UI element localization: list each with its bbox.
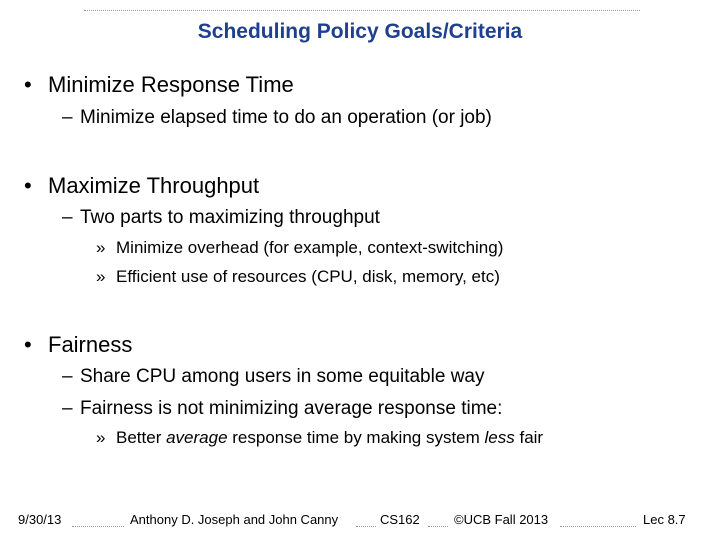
bullet-text: Minimize Response Time [48, 72, 294, 97]
bullet-minimize-response-time [24, 72, 294, 98]
bullet-text: Maximize Throughput [48, 173, 260, 198]
dash-icon: – [62, 207, 73, 228]
item-better-average [96, 428, 543, 448]
footer-dots [356, 526, 376, 527]
subbullet-elapsed-time [62, 107, 492, 129]
item-text: Minimize overhead (for example, context-switching) [116, 238, 504, 257]
subbullet-text: Minimize elapsed time to do an operation (or job) [80, 107, 492, 128]
subbullet-text: Two parts to maximizing throughput [80, 207, 380, 228]
item-minimize-overhead [96, 238, 503, 258]
raquo-icon: » [96, 238, 106, 257]
footer-copyright: ©UCB Fall 2013 [454, 512, 549, 527]
raquo-icon: » [96, 267, 106, 286]
bullet-text: Fairness [48, 332, 133, 357]
footer-dots [72, 526, 124, 527]
slide-footer [0, 512, 720, 532]
item-text-e: fair [514, 428, 544, 447]
subbullet-share-cpu [62, 366, 484, 388]
subbullet-two-parts [62, 207, 380, 229]
item-text-emphasis-less: less [484, 428, 515, 447]
item-efficient-use [96, 267, 500, 287]
footer-authors: Anthony D. Joseph and John Canny [130, 512, 339, 527]
footer-course: CS162 [380, 512, 420, 527]
footer-lecture: Lec 8.7 [643, 512, 686, 527]
dash-icon: – [62, 107, 73, 128]
bullet-icon: • [24, 332, 32, 357]
item-text: Efficient use of resources (CPU, disk, memory, etc) [116, 267, 500, 286]
bullet-fairness [24, 332, 132, 358]
raquo-icon: » [96, 428, 106, 447]
bullet-maximize-throughput [24, 173, 259, 199]
subbullet-text: Fairness is not minimizing average response time: [80, 398, 503, 419]
footer-date: 9/30/13 [18, 512, 62, 527]
item-text-c: response time by making system [227, 428, 485, 447]
bullet-icon: • [24, 173, 32, 198]
slide-title: Scheduling Policy Goals/Criteria [197, 20, 523, 43]
footer-dots [428, 526, 448, 527]
subbullet-text: Share CPU among users in some equitable way [80, 366, 485, 387]
item-text-emphasis-average: average [166, 428, 228, 447]
footer-dots [560, 526, 636, 527]
bullet-icon: • [24, 72, 32, 97]
dash-icon: – [62, 398, 73, 419]
item-text-a: Better [116, 428, 167, 447]
dash-icon: – [62, 366, 73, 387]
subbullet-fairness-not-minimizing [62, 398, 502, 420]
